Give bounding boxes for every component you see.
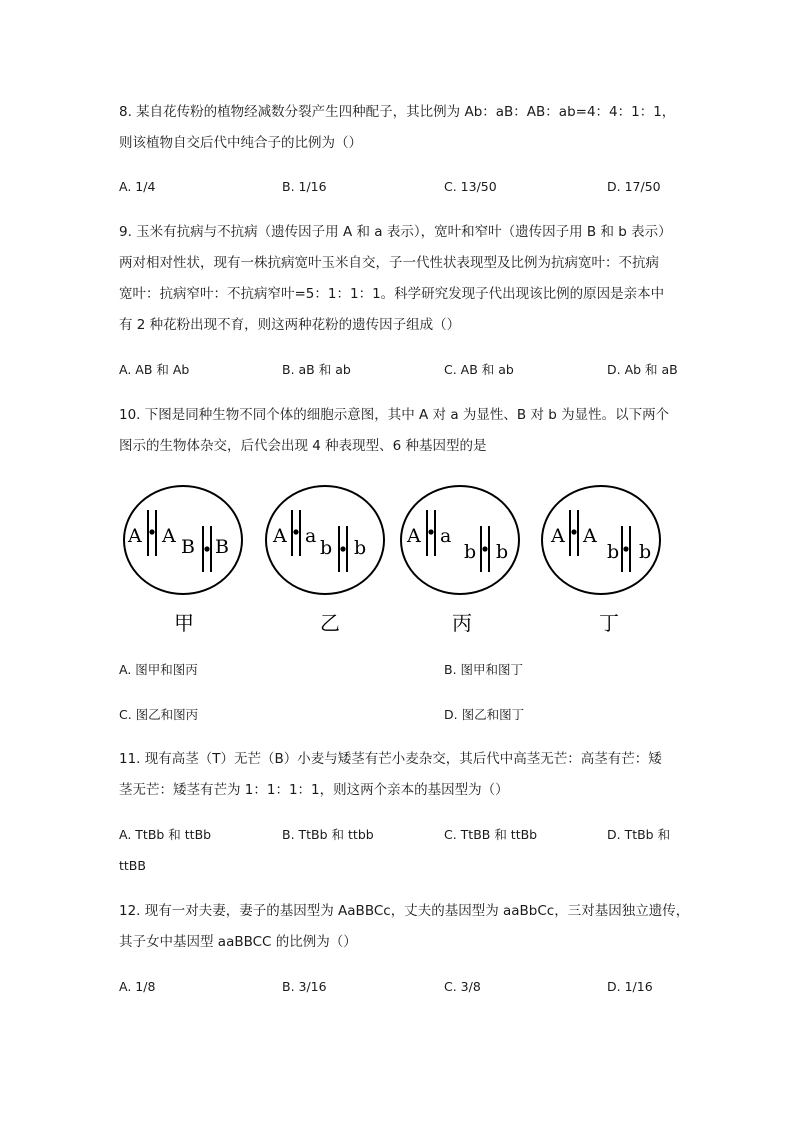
q12-stem-line-1: 12. 现有一对夫妻，妻子的基因型为 AaBBCc，丈夫的基因型为 aaBbCc，三对基因独立遗传， <box>119 903 690 919</box>
q12-stem-line-2: 其子女中基因型 aaBBCC 的比例为（） <box>119 934 357 950</box>
cell-diagram <box>0 478 794 648</box>
q8-option-b: B. 1/16 <box>282 179 327 194</box>
cell-bing-gene-right-2: b <box>496 541 509 563</box>
q9-option-b: B. aB 和 ab <box>282 362 351 377</box>
cell-yi <box>266 486 384 635</box>
q9-stem-line-2: 两对相对性状，现有一株抗病宽叶玉米自交，子一代性状表现型及比例为抗病宽叶：不抗病 <box>119 255 659 271</box>
q10-option-b: B. 图甲和图丁 <box>444 662 524 677</box>
cell-ding-gene-right-1: b <box>607 541 620 563</box>
cell-bing-gene-right-1: b <box>464 541 477 563</box>
cell-yi-gene-right-2: b <box>354 537 367 559</box>
q9-stem-line-3: 宽叶：抗病窄叶：不抗病窄叶=5：1：1：1。科学研究发现子代出现该比例的原因是亲本中 <box>119 286 665 302</box>
q10-stem-line-2: 图示的生物体杂交，后代会出现 4 种表现型、6 种基因型的是 <box>119 438 487 454</box>
cell-ding-gene-left-2: A <box>583 525 597 547</box>
q12-option-b: B. 3/16 <box>282 979 327 994</box>
q9-stem-line-4: 有 2 种花粉出现不育，则这两种花粉的遗传因子组成（） <box>119 317 461 333</box>
cell-ding-centromere-2 <box>623 546 628 551</box>
cell-jia-label: 甲 <box>174 611 194 635</box>
cell-yi-label: 乙 <box>320 611 340 635</box>
cell-jia-gene-left-2: A <box>162 525 176 547</box>
cell-ding-label: 丁 <box>599 611 619 635</box>
q10-option-a: A. 图甲和图丙 <box>119 662 198 677</box>
cell-ding-gene-right-2: b <box>639 541 652 563</box>
cell-yi-centromere-1 <box>293 529 298 534</box>
q10-option-c: C. 图乙和图丙 <box>119 707 199 722</box>
cell-bing <box>401 486 519 635</box>
cell-bing-gene-left-1: A <box>407 525 421 547</box>
cell-jia-gene-right-2: B <box>215 536 229 558</box>
q9-option-d: D. Ab 和 aB <box>607 362 678 377</box>
cell-ding-centromere-1 <box>571 529 576 534</box>
cell-yi-gene-left-1: A <box>273 525 287 547</box>
q8-option-c: C. 13/50 <box>444 179 497 194</box>
q10-stem-line-1: 10. 下图是同种生物不同个体的细胞示意图，其中 A 对 a 为显性、B 对 b 为显性。以下两个 <box>119 407 670 423</box>
q10-option-d: D. 图乙和图丁 <box>444 707 525 722</box>
q12-option-d: D. 1/16 <box>607 979 653 994</box>
q11-option-b: B. TtBb 和 ttbb <box>282 827 374 842</box>
q8-option-d: D. 17/50 <box>607 179 661 194</box>
q11-stem-line-2: 茎无芒：矮茎有芒为 1：1：1：1，则这两个亲本的基因型为（） <box>119 782 509 798</box>
cell-jia-centromere-2 <box>204 546 209 551</box>
q8-option-a: A. 1/4 <box>119 179 156 194</box>
q11-stem-line-1: 11. 现有高茎（T）无芒（B）小麦与矮茎有芒小麦杂交，其后代中高茎无芒：高茎有芒：矮 <box>119 751 662 767</box>
cell-jia-gene-right-1: B <box>181 536 195 558</box>
q12-option-a: A. 1/8 <box>119 979 156 994</box>
cell-yi-gene-left-2: a <box>305 525 317 547</box>
cell-jia-centromere-1 <box>149 529 154 534</box>
q8-stem-line-1: 8. 某自花传粉的植物经减数分裂产生四种配子，其比例为 Ab：aB：AB：ab=4：4：1：1， <box>119 104 676 120</box>
q9-option-a: A. AB 和 Ab <box>119 362 190 377</box>
cell-jia <box>124 486 242 635</box>
cell-yi-centromere-2 <box>340 546 345 551</box>
q12-option-c: C. 3/8 <box>444 979 481 994</box>
cell-bing-label: 丙 <box>452 611 472 635</box>
q11-option-d-continued: ttBB <box>119 858 146 873</box>
q9-option-c: C. AB 和 ab <box>444 362 514 377</box>
q11-option-a: A. TtBb 和 ttBb <box>119 827 212 842</box>
cell-bing-centromere-1 <box>428 529 433 534</box>
q9-stem-line-1: 9. 玉米有抗病与不抗病（遗传因子用 A 和 a 表示），宽叶和窄叶（遗传因子用 B 和 b 表示） <box>119 224 672 240</box>
q11-option-d: D. TtBb 和 <box>607 827 671 842</box>
q8-stem-line-2: 则该植物自交后代中纯合子的比例为（） <box>119 135 362 151</box>
q11-option-c: C. TtBB 和 ttBb <box>444 827 538 842</box>
cell-jia-gene-left-1: A <box>128 525 142 547</box>
cell-ding-gene-left-1: A <box>551 525 565 547</box>
cell-ding <box>542 486 660 635</box>
cell-yi-gene-right-1: b <box>320 537 333 559</box>
cell-bing-centromere-2 <box>482 546 487 551</box>
cell-bing-gene-left-2: a <box>440 525 452 547</box>
